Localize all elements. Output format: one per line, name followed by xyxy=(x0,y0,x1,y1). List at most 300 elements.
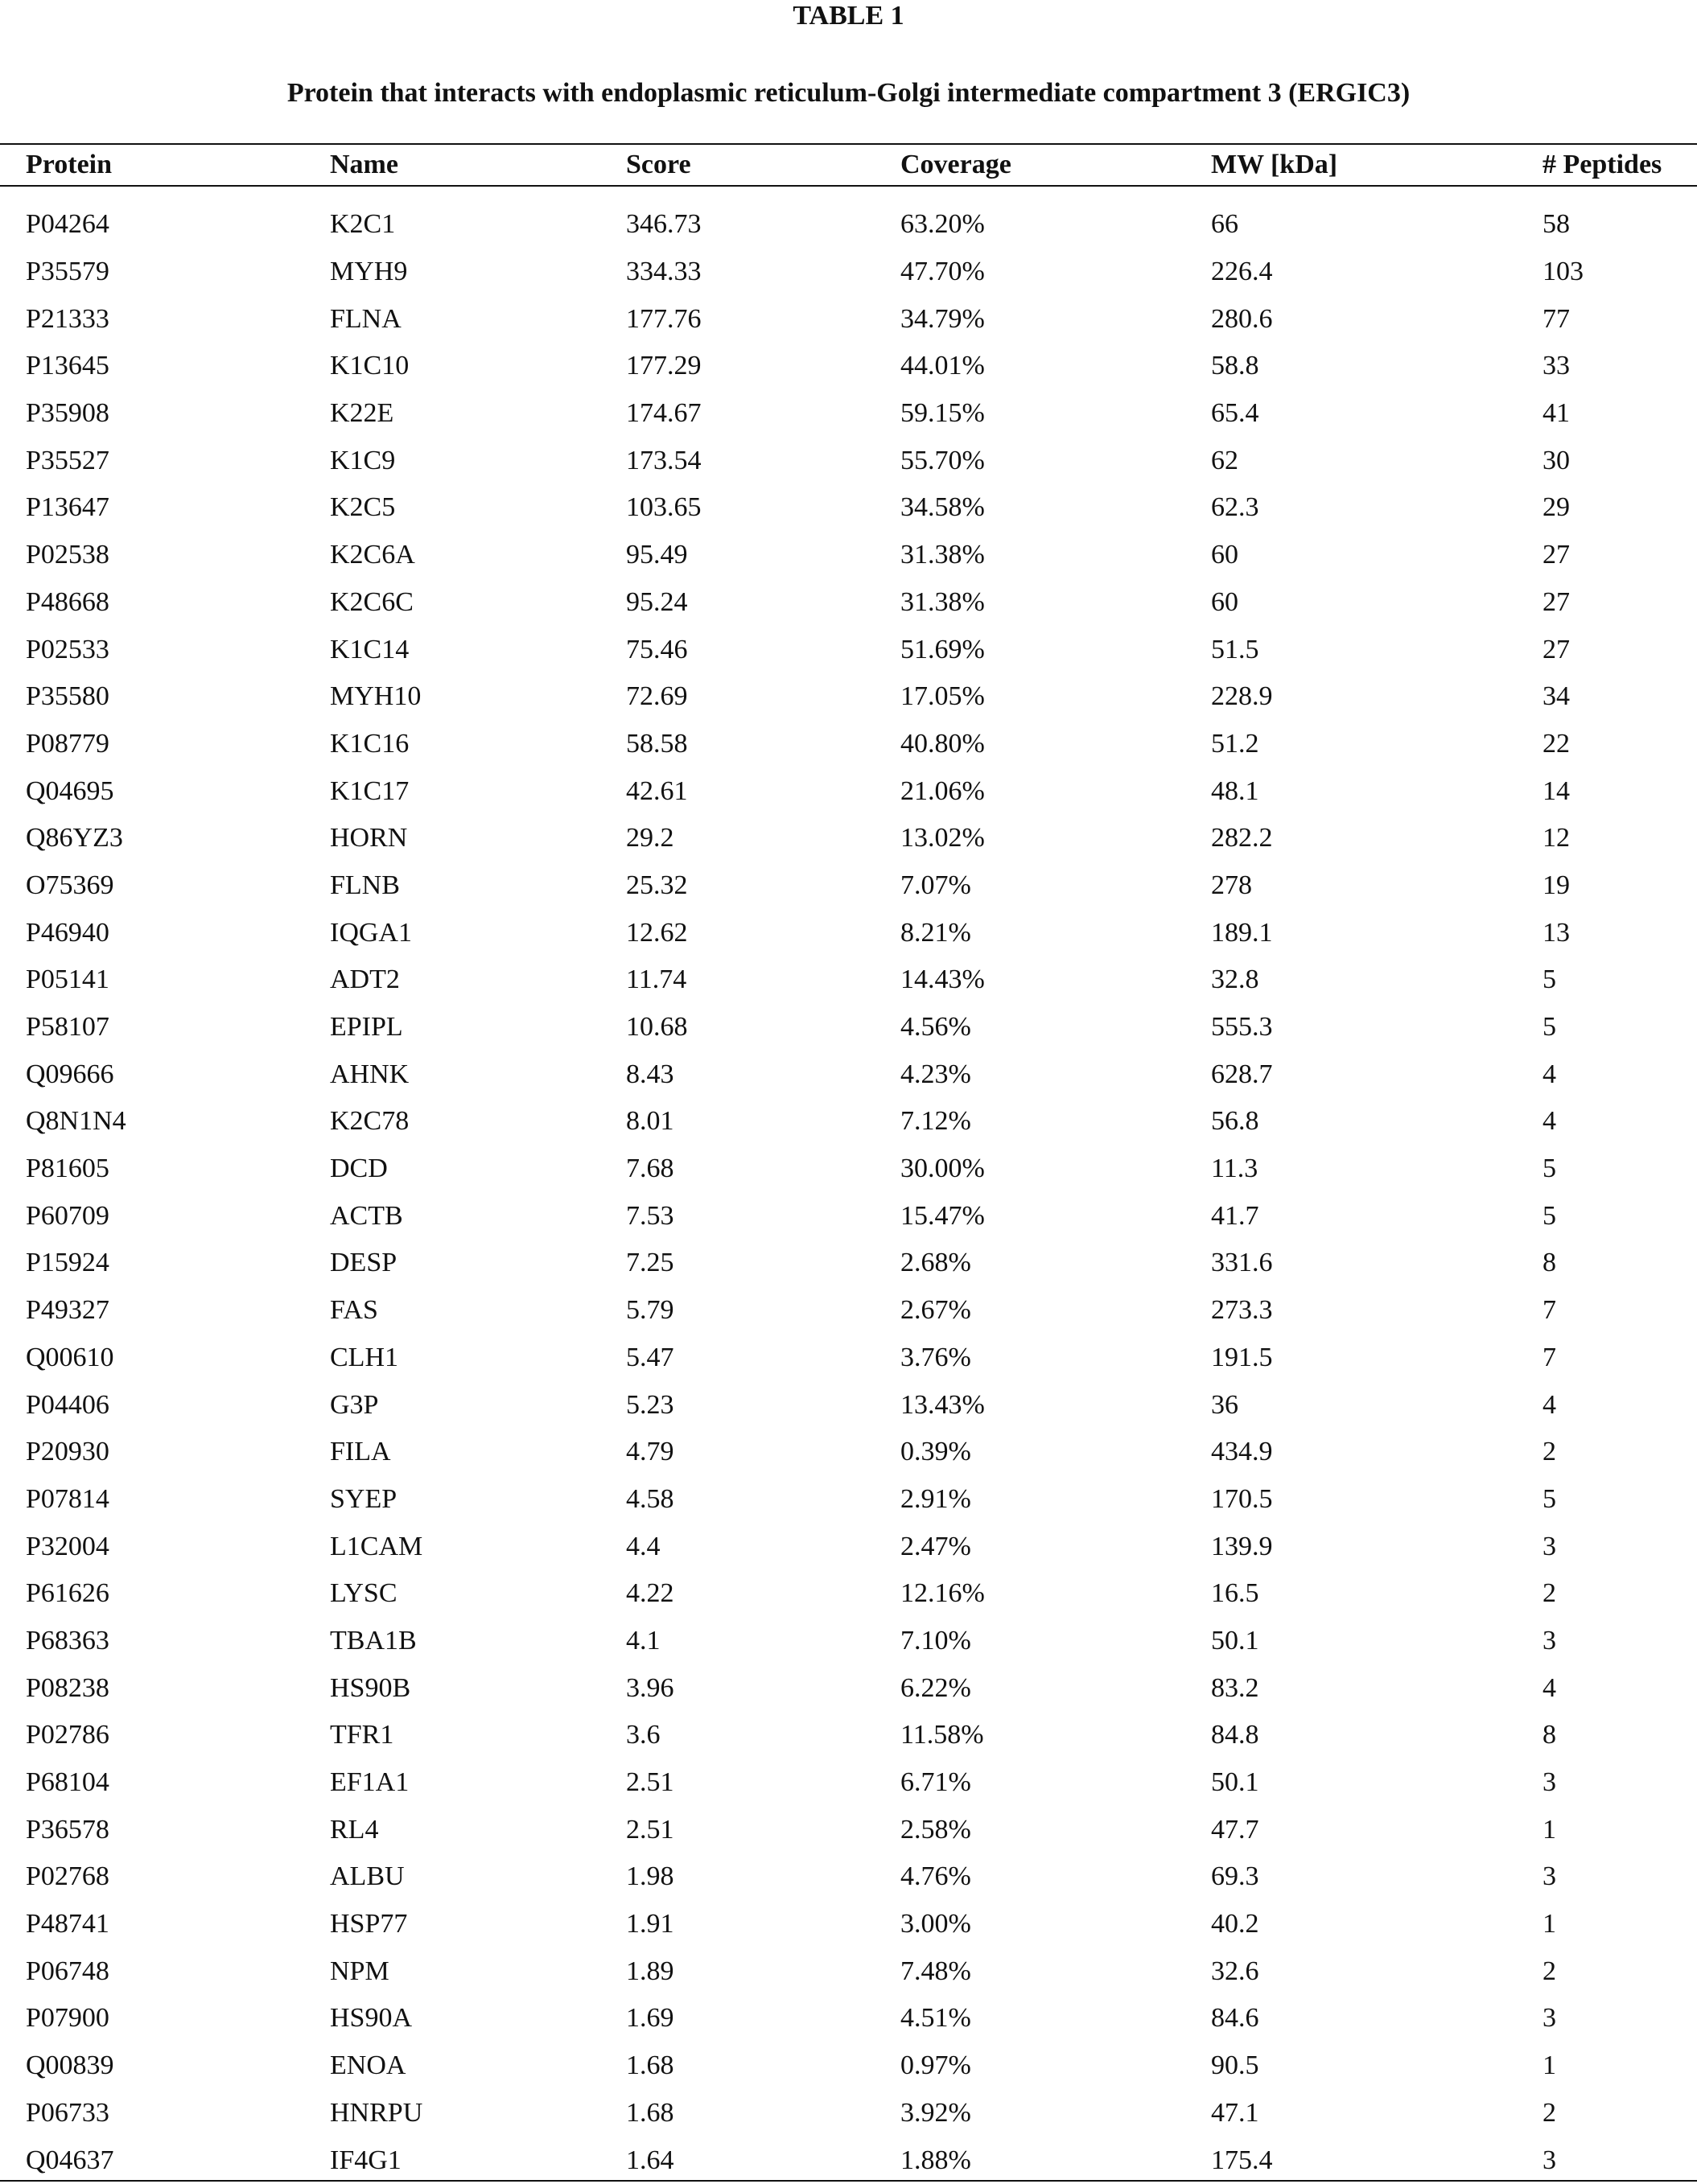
cell-name: ADT2 xyxy=(330,964,400,995)
cell-name: FLNB xyxy=(330,870,400,900)
cell-coverage: 11.58% xyxy=(900,1720,984,1750)
cell-protein: Q04637 xyxy=(26,2145,114,2175)
cell-peptides: 19 xyxy=(1543,870,1570,900)
cell-peptides: 8 xyxy=(1543,1720,1556,1750)
table-row xyxy=(0,1145,1697,1193)
cell-peptides: 33 xyxy=(1543,351,1570,381)
cell-name: MYH10 xyxy=(330,681,422,712)
cell-name: EPIPL xyxy=(330,1012,403,1043)
cell-score: 5.47 xyxy=(626,1342,674,1372)
cell-score: 29.2 xyxy=(626,823,674,853)
cell-name: EF1A1 xyxy=(330,1767,410,1798)
cell-name: NPM xyxy=(330,1956,389,1986)
cell-name: CLH1 xyxy=(330,1342,398,1372)
cell-coverage: 31.38% xyxy=(900,586,985,617)
cell-coverage: 6.22% xyxy=(900,1672,971,1703)
cell-protein: P35527 xyxy=(26,445,109,475)
cell-mw: 228.9 xyxy=(1211,681,1273,712)
cell-name: G3P xyxy=(330,1389,379,1420)
header-row xyxy=(0,145,1697,185)
table-row xyxy=(0,437,1697,484)
cell-coverage: 40.80% xyxy=(900,728,985,759)
cell-protein: Q86YZ3 xyxy=(26,823,123,853)
cell-coverage: 34.58% xyxy=(900,492,985,523)
cell-peptides: 5 xyxy=(1543,964,1556,995)
cell-score: 4.79 xyxy=(626,1437,674,1467)
cell-protein: P13645 xyxy=(26,351,109,381)
cell-name: ENOA xyxy=(330,2050,406,2081)
cell-score: 3.96 xyxy=(626,1672,674,1703)
column-header-name: Name xyxy=(330,150,398,179)
cell-name: LYSC xyxy=(330,1578,397,1609)
cell-peptides: 5 xyxy=(1543,1012,1556,1043)
cell-score: 174.67 xyxy=(626,398,702,429)
cell-peptides: 14 xyxy=(1543,775,1570,806)
cell-coverage: 7.48% xyxy=(900,1956,971,1986)
cell-mw: 50.1 xyxy=(1211,1625,1259,1655)
cell-score: 1.69 xyxy=(626,2003,674,2034)
cell-peptides: 13 xyxy=(1543,917,1570,948)
cell-protein: P68104 xyxy=(26,1767,109,1798)
cell-coverage: 17.05% xyxy=(900,681,985,712)
cell-protein: P02533 xyxy=(26,634,109,664)
cell-peptides: 4 xyxy=(1543,1106,1556,1137)
cell-protein: Q8N1N4 xyxy=(26,1106,126,1137)
cell-score: 3.6 xyxy=(626,1720,661,1750)
cell-mw: 65.4 xyxy=(1211,398,1259,429)
cell-coverage: 47.70% xyxy=(900,257,985,287)
header-bottom-rule xyxy=(0,185,1697,187)
cell-mw: 273.3 xyxy=(1211,1295,1273,1326)
cell-protein: Q00839 xyxy=(26,2050,114,2081)
cell-protein: P35908 xyxy=(26,398,109,429)
cell-mw: 60 xyxy=(1211,540,1238,570)
cell-mw: 41.7 xyxy=(1211,1200,1259,1231)
cell-score: 1.64 xyxy=(626,2145,674,2175)
cell-score: 103.65 xyxy=(626,492,702,523)
cell-coverage: 7.07% xyxy=(900,870,971,900)
table-row xyxy=(0,1901,1697,1948)
table-row xyxy=(0,815,1697,862)
cell-peptides: 3 xyxy=(1543,1861,1556,1892)
cell-score: 7.25 xyxy=(626,1248,674,1278)
cell-protein: P02538 xyxy=(26,540,109,570)
table-row xyxy=(0,862,1697,910)
cell-peptides: 7 xyxy=(1543,1295,1556,1326)
cell-protein: P32004 xyxy=(26,1531,109,1561)
cell-score: 72.69 xyxy=(626,681,688,712)
cell-mw: 16.5 xyxy=(1211,1578,1259,1609)
cell-protein: P61626 xyxy=(26,1578,109,1609)
cell-mw: 84.8 xyxy=(1211,1720,1259,1750)
cell-mw: 280.6 xyxy=(1211,303,1273,334)
table-row xyxy=(0,2042,1697,2090)
cell-name: FAS xyxy=(330,1295,378,1326)
cell-name: HNRPU xyxy=(330,2097,423,2128)
cell-coverage: 51.69% xyxy=(900,634,985,664)
cell-coverage: 34.79% xyxy=(900,303,985,334)
cell-coverage: 8.21% xyxy=(900,917,971,948)
cell-coverage: 3.00% xyxy=(900,1909,971,1939)
cell-mw: 189.1 xyxy=(1211,917,1273,948)
cell-score: 1.91 xyxy=(626,1909,674,1939)
cell-name: HSP77 xyxy=(330,1909,408,1939)
table-header xyxy=(0,145,1697,185)
cell-peptides: 4 xyxy=(1543,1059,1556,1089)
table-row xyxy=(0,1618,1697,1665)
table-bottom-rule xyxy=(0,2180,1697,2182)
cell-score: 8.01 xyxy=(626,1106,674,1137)
cell-mw: 56.8 xyxy=(1211,1106,1259,1137)
cell-score: 95.49 xyxy=(626,540,688,570)
cell-peptides: 41 xyxy=(1543,398,1570,429)
cell-score: 1.89 xyxy=(626,1956,674,1986)
cell-mw: 62.3 xyxy=(1211,492,1259,523)
table-row xyxy=(0,2090,1697,2137)
cell-mw: 83.2 xyxy=(1211,1672,1259,1703)
cell-mw: 32.8 xyxy=(1211,964,1259,995)
cell-score: 7.68 xyxy=(626,1154,674,1184)
cell-name: AHNK xyxy=(330,1059,410,1089)
cell-coverage: 1.88% xyxy=(900,2145,971,2175)
cell-peptides: 1 xyxy=(1543,2050,1556,2081)
cell-protein: P20930 xyxy=(26,1437,109,1467)
cell-peptides: 3 xyxy=(1543,2145,1556,2175)
cell-coverage: 2.47% xyxy=(900,1531,971,1561)
cell-peptides: 2 xyxy=(1543,1956,1556,1986)
cell-score: 58.58 xyxy=(626,728,688,759)
cell-name: IQGA1 xyxy=(330,917,412,948)
cell-score: 4.58 xyxy=(626,1483,674,1514)
table-row xyxy=(0,721,1697,768)
cell-peptides: 1 xyxy=(1543,1814,1556,1845)
cell-protein: P15924 xyxy=(26,1248,109,1278)
cell-name: K1C17 xyxy=(330,775,410,806)
cell-mw: 62 xyxy=(1211,445,1238,475)
cell-score: 1.98 xyxy=(626,1861,674,1892)
cell-peptides: 3 xyxy=(1543,1531,1556,1561)
cell-score: 75.46 xyxy=(626,634,688,664)
cell-name: K1C14 xyxy=(330,634,410,664)
table-row xyxy=(0,1192,1697,1240)
cell-score: 7.53 xyxy=(626,1200,674,1231)
table-row xyxy=(0,1570,1697,1618)
cell-protein: P02786 xyxy=(26,1720,109,1750)
column-header-peptides: # Peptides xyxy=(1543,150,1662,179)
cell-peptides: 8 xyxy=(1543,1248,1556,1278)
table-row xyxy=(0,484,1697,532)
cell-score: 8.43 xyxy=(626,1059,674,1089)
cell-name: FILA xyxy=(330,1437,391,1467)
cell-peptides: 30 xyxy=(1543,445,1570,475)
table-row xyxy=(0,390,1697,438)
cell-mw: 84.6 xyxy=(1211,2003,1259,2034)
cell-coverage: 2.67% xyxy=(900,1295,971,1326)
table-caption: Protein that interacts with endoplasmic reticulum-Golgi intermediate compartment 3 (ERGIC3) xyxy=(286,78,1411,108)
cell-mw: 69.3 xyxy=(1211,1861,1259,1892)
cell-score: 5.79 xyxy=(626,1295,674,1326)
column-header-coverage: Coverage xyxy=(900,150,1011,179)
cell-coverage: 3.76% xyxy=(900,1342,971,1372)
cell-name: HS90B xyxy=(330,1672,411,1703)
cell-coverage: 4.76% xyxy=(900,1861,971,1892)
cell-protein: P05141 xyxy=(26,964,109,995)
cell-mw: 278 xyxy=(1211,870,1252,900)
cell-mw: 555.3 xyxy=(1211,1012,1273,1043)
cell-peptides: 2 xyxy=(1543,1578,1556,1609)
cell-mw: 36 xyxy=(1211,1389,1238,1420)
cell-protein: P07900 xyxy=(26,2003,109,2034)
cell-score: 95.24 xyxy=(626,586,688,617)
cell-peptides: 7 xyxy=(1543,1342,1556,1372)
table-row xyxy=(0,1853,1697,1901)
cell-protein: P46940 xyxy=(26,917,109,948)
cell-name: K1C9 xyxy=(330,445,396,475)
cell-name: K2C6C xyxy=(330,586,414,617)
cell-coverage: 63.20% xyxy=(900,209,985,240)
cell-mw: 32.6 xyxy=(1211,1956,1259,1986)
cell-mw: 47.7 xyxy=(1211,1814,1259,1845)
cell-mw: 331.6 xyxy=(1211,1248,1273,1278)
cell-protein: Q09666 xyxy=(26,1059,114,1089)
cell-mw: 170.5 xyxy=(1211,1483,1273,1514)
cell-name: HORN xyxy=(330,823,408,853)
table-row xyxy=(0,201,1697,249)
cell-score: 4.4 xyxy=(626,1531,661,1561)
cell-score: 5.23 xyxy=(626,1389,674,1420)
cell-name: K1C10 xyxy=(330,351,410,381)
cell-coverage: 2.91% xyxy=(900,1483,971,1514)
cell-protein: Q04695 xyxy=(26,775,114,806)
cell-protein: P04264 xyxy=(26,209,109,240)
column-header-protein: Protein xyxy=(26,150,113,179)
cell-mw: 48.1 xyxy=(1211,775,1259,806)
table-row xyxy=(0,2137,1697,2184)
table-row xyxy=(0,1004,1697,1051)
column-header-score: Score xyxy=(626,150,691,179)
table-row xyxy=(0,626,1697,673)
cell-mw: 58.8 xyxy=(1211,351,1259,381)
cell-name: DCD xyxy=(330,1154,388,1184)
cell-coverage: 14.43% xyxy=(900,964,985,995)
cell-coverage: 3.92% xyxy=(900,2097,971,2128)
table-row xyxy=(0,343,1697,390)
cell-score: 10.68 xyxy=(626,1012,688,1043)
cell-mw: 90.5 xyxy=(1211,2050,1259,2081)
cell-protein: P08238 xyxy=(26,1672,109,1703)
cell-name: TBA1B xyxy=(330,1625,417,1655)
cell-mw: 50.1 xyxy=(1211,1767,1259,1798)
table-row xyxy=(0,295,1697,343)
table-row xyxy=(0,1806,1697,1853)
cell-name: RL4 xyxy=(330,1814,379,1845)
cell-protein: P13647 xyxy=(26,492,109,523)
cell-name: IF4G1 xyxy=(330,2145,402,2175)
cell-protein: P35579 xyxy=(26,257,109,287)
cell-mw: 40.2 xyxy=(1211,1909,1259,1939)
cell-protein: P48668 xyxy=(26,586,109,617)
cell-peptides: 103 xyxy=(1543,257,1584,287)
cell-name: L1CAM xyxy=(330,1531,423,1561)
cell-score: 334.33 xyxy=(626,257,702,287)
table-row xyxy=(0,1995,1697,2042)
table-row xyxy=(0,249,1697,296)
cell-peptides: 5 xyxy=(1543,1200,1556,1231)
table-label: TABLE 1 xyxy=(793,1,904,31)
cell-peptides: 27 xyxy=(1543,540,1570,570)
cell-protein: P81605 xyxy=(26,1154,109,1184)
cell-score: 177.29 xyxy=(626,351,702,381)
cell-coverage: 6.71% xyxy=(900,1767,971,1798)
cell-protein: P48741 xyxy=(26,1909,109,1939)
table-row xyxy=(0,673,1697,721)
cell-mw: 175.4 xyxy=(1211,2145,1273,2175)
cell-mw: 282.2 xyxy=(1211,823,1273,853)
cell-protein: P06733 xyxy=(26,2097,109,2128)
cell-coverage: 4.23% xyxy=(900,1059,971,1089)
cell-protein: P58107 xyxy=(26,1012,109,1043)
cell-mw: 139.9 xyxy=(1211,1531,1273,1561)
table-row xyxy=(0,1948,1697,1995)
cell-peptides: 1 xyxy=(1543,1909,1556,1939)
cell-coverage: 31.38% xyxy=(900,540,985,570)
cell-protein: P04406 xyxy=(26,1389,109,1420)
cell-score: 11.74 xyxy=(626,964,687,995)
cell-name: K2C6A xyxy=(330,540,415,570)
cell-protein: P60709 xyxy=(26,1200,109,1231)
cell-protein: P07814 xyxy=(26,1483,109,1514)
cell-peptides: 3 xyxy=(1543,1767,1556,1798)
cell-protein: P08779 xyxy=(26,728,109,759)
cell-peptides: 3 xyxy=(1543,1625,1556,1655)
cell-protein: P49327 xyxy=(26,1295,109,1326)
cell-mw: 66 xyxy=(1211,209,1238,240)
cell-name: TFR1 xyxy=(330,1720,394,1750)
table-row xyxy=(0,1335,1697,1382)
table-row xyxy=(0,1098,1697,1145)
cell-score: 4.1 xyxy=(626,1625,661,1655)
cell-peptides: 12 xyxy=(1543,823,1570,853)
cell-peptides: 2 xyxy=(1543,1437,1556,1467)
data-table xyxy=(0,201,1697,2184)
table-row xyxy=(0,1381,1697,1429)
cell-peptides: 5 xyxy=(1543,1483,1556,1514)
cell-name: K1C16 xyxy=(330,728,410,759)
cell-coverage: 2.68% xyxy=(900,1248,971,1278)
table-row xyxy=(0,767,1697,815)
cell-name: K2C1 xyxy=(330,209,396,240)
cell-score: 12.62 xyxy=(626,917,688,948)
cell-score: 4.22 xyxy=(626,1578,674,1609)
cell-coverage: 55.70% xyxy=(900,445,985,475)
cell-coverage: 2.58% xyxy=(900,1814,971,1845)
cell-peptides: 58 xyxy=(1543,209,1570,240)
cell-peptides: 2 xyxy=(1543,2097,1556,2128)
cell-score: 346.73 xyxy=(626,209,702,240)
cell-score: 1.68 xyxy=(626,2097,674,2128)
cell-coverage: 0.97% xyxy=(900,2050,971,2081)
cell-mw: 226.4 xyxy=(1211,257,1273,287)
cell-score: 2.51 xyxy=(626,1767,674,1798)
cell-coverage: 15.47% xyxy=(900,1200,985,1231)
cell-mw: 51.5 xyxy=(1211,634,1259,664)
cell-name: K22E xyxy=(330,398,394,429)
cell-mw: 60 xyxy=(1211,586,1238,617)
cell-protein: P36578 xyxy=(26,1814,109,1845)
cell-coverage: 13.43% xyxy=(900,1389,985,1420)
cell-peptides: 4 xyxy=(1543,1672,1556,1703)
table-row xyxy=(0,1476,1697,1524)
cell-score: 42.61 xyxy=(626,775,688,806)
cell-mw: 628.7 xyxy=(1211,1059,1273,1089)
table-row xyxy=(0,1287,1697,1335)
cell-coverage: 59.15% xyxy=(900,398,985,429)
cell-peptides: 22 xyxy=(1543,728,1570,759)
cell-name: DESP xyxy=(330,1248,397,1278)
cell-peptides: 4 xyxy=(1543,1389,1556,1420)
cell-mw: 51.2 xyxy=(1211,728,1259,759)
cell-protein: P02768 xyxy=(26,1861,109,1892)
cell-coverage: 4.56% xyxy=(900,1012,971,1043)
cell-mw: 191.5 xyxy=(1211,1342,1273,1372)
table-body xyxy=(0,201,1697,2184)
cell-name: K2C5 xyxy=(330,492,396,523)
column-header-mw: MW [kDa] xyxy=(1211,150,1338,179)
table-row xyxy=(0,1664,1697,1712)
cell-score: 2.51 xyxy=(626,1814,674,1845)
cell-coverage: 7.10% xyxy=(900,1625,971,1655)
cell-score: 25.32 xyxy=(626,870,688,900)
cell-name: ALBU xyxy=(330,1861,405,1892)
table-row xyxy=(0,909,1697,956)
cell-coverage: 7.12% xyxy=(900,1106,971,1137)
cell-coverage: 12.16% xyxy=(900,1578,985,1609)
cell-peptides: 5 xyxy=(1543,1154,1556,1184)
cell-protein: P06748 xyxy=(26,1956,109,1986)
table-row xyxy=(0,1240,1697,1287)
cell-protein: P68363 xyxy=(26,1625,109,1655)
cell-peptides: 77 xyxy=(1543,303,1570,334)
table-row xyxy=(0,956,1697,1004)
cell-coverage: 44.01% xyxy=(900,351,985,381)
cell-peptides: 27 xyxy=(1543,586,1570,617)
cell-name: HS90A xyxy=(330,2003,413,2034)
cell-name: SYEP xyxy=(330,1483,397,1514)
cell-coverage: 4.51% xyxy=(900,2003,971,2034)
cell-score: 173.54 xyxy=(626,445,702,475)
table-row xyxy=(0,1429,1697,1476)
cell-peptides: 27 xyxy=(1543,634,1570,664)
cell-protein: O75369 xyxy=(26,870,114,900)
table-row xyxy=(0,1051,1697,1098)
cell-peptides: 3 xyxy=(1543,2003,1556,2034)
cell-mw: 434.9 xyxy=(1211,1437,1273,1467)
cell-name: K2C78 xyxy=(330,1106,410,1137)
cell-mw: 47.1 xyxy=(1211,2097,1259,2128)
cell-protein: P35580 xyxy=(26,681,109,712)
cell-peptides: 34 xyxy=(1543,681,1570,712)
cell-name: MYH9 xyxy=(330,257,408,287)
cell-mw: 11.3 xyxy=(1211,1154,1258,1184)
cell-score: 1.68 xyxy=(626,2050,674,2081)
table-row xyxy=(0,532,1697,579)
cell-name: ACTB xyxy=(330,1200,403,1231)
cell-coverage: 13.02% xyxy=(900,823,985,853)
cell-coverage: 30.00% xyxy=(900,1154,985,1184)
cell-peptides: 29 xyxy=(1543,492,1570,523)
cell-coverage: 0.39% xyxy=(900,1437,971,1467)
cell-protein: Q00610 xyxy=(26,1342,114,1372)
